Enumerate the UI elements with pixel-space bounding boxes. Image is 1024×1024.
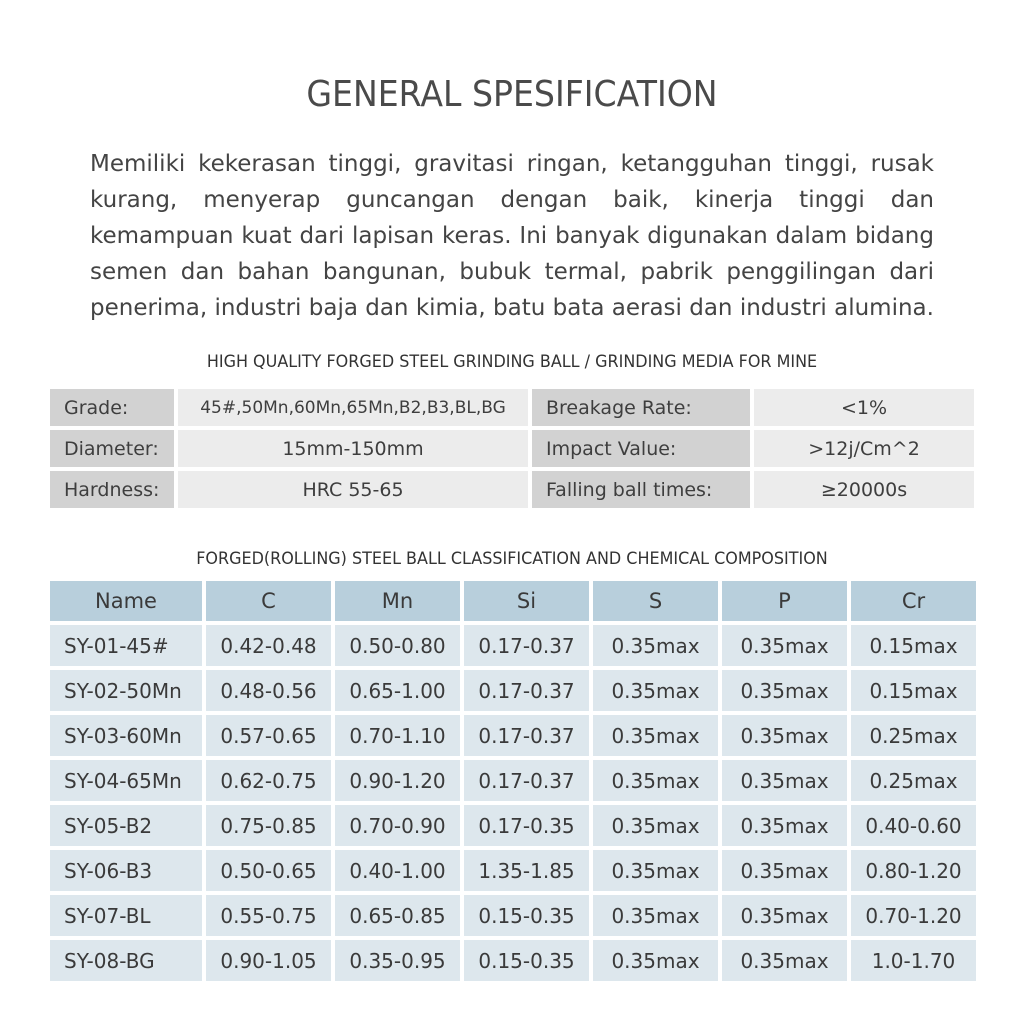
cell-si: 0.17-0.35 [464,805,589,846]
cell-c: 0.42-0.48 [206,625,331,666]
table-row [50,850,976,891]
cell-mn: 0.90-1.20 [335,760,460,801]
cell-p: 0.35max [722,940,847,981]
spec-label: Grade: [50,389,174,426]
cell-mn: 0.50-0.80 [335,625,460,666]
cell-si: 0.17-0.37 [464,715,589,756]
spec-value: HRC 55-65 [178,471,528,508]
spec-table [46,385,978,512]
cell-cr: 0.80-1.20 [851,850,976,891]
cell-p: 0.35max [722,625,847,666]
description-paragraph: Memiliki kekerasan tinggi, gravitasi ringan, ketangguhan tinggi, rusak kurang, menyerap guncangan dengan baik, kinerja tinggi dan kemampuan kuat dari lapisan keras. Ini banyak digunakan dalam bidang semen dan bahan bangunan, bubuk termal, pabrik penggilingan dari penerima, industri baja dan kimia, batu bata aerasi dan industri alumina. [90,151,934,321]
cell-mn: 0.65-0.85 [335,895,460,936]
cell-mn: 0.65-1.00 [335,670,460,711]
chem-header-row [50,581,976,621]
cell-c: 0.90-1.05 [206,940,331,981]
column-header-cr: Cr [851,581,976,621]
table-row [50,895,976,936]
cell-cr: 0.15max [851,670,976,711]
column-header-mn: Mn [335,581,460,621]
cell-mn: 0.35-0.95 [335,940,460,981]
spec-value: 45#,50Mn,60Mn,65Mn,B2,B3,BL,BG [178,389,528,426]
cell-c: 0.62-0.75 [206,760,331,801]
cell-s: 0.35max [593,760,718,801]
cell-si: 0.15-0.35 [464,895,589,936]
cell-mn: 0.40-1.00 [335,850,460,891]
cell-c: 0.55-0.75 [206,895,331,936]
cell-s: 0.35max [593,895,718,936]
column-header-s: S [593,581,718,621]
cell-c: 0.48-0.56 [206,670,331,711]
cell-name: SY-04-65Mn [50,760,202,801]
cell-name: SY-05-B2 [50,805,202,846]
cell-cr: 1.0-1.70 [851,940,976,981]
table-row [50,805,976,846]
spec-value: >12j/Cm^2 [754,430,974,467]
spec-label: Impact Value: [532,430,750,467]
cell-p: 0.35max [722,670,847,711]
cell-cr: 0.15max [851,625,976,666]
cell-name: SY-02-50Mn [50,670,202,711]
cell-si: 0.17-0.37 [464,760,589,801]
column-header-name: Name [50,581,202,621]
spec-label: Breakage Rate: [532,389,750,426]
cell-name: SY-01-45# [50,625,202,666]
cell-cr: 0.25max [851,715,976,756]
cell-c: 0.75-0.85 [206,805,331,846]
cell-mn: 0.70-1.10 [335,715,460,756]
cell-s: 0.35max [593,625,718,666]
cell-p: 0.35max [722,760,847,801]
column-header-c: C [206,581,331,621]
cell-s: 0.35max [593,940,718,981]
table-row [50,760,976,801]
table-row [50,670,976,711]
cell-si: 0.17-0.37 [464,625,589,666]
cell-name: SY-06-B3 [50,850,202,891]
spec-table-caption: HIGH QUALITY FORGED STEEL GRINDING BALL / GRINDING MEDIA FOR MINE [206,352,818,372]
cell-cr: 0.70-1.20 [851,895,976,936]
column-header-si: Si [464,581,589,621]
spec-value: <1% [754,389,974,426]
spec-value: 15mm-150mm [178,430,528,467]
cell-s: 0.35max [593,670,718,711]
chem-table-caption: FORGED(ROLLING) STEEL BALL CLASSIFICATION AND CHEMICAL COMPOSITION [196,549,828,569]
cell-name: SY-07-BL [50,895,202,936]
chemical-composition-table [46,577,980,985]
cell-cr: 0.25max [851,760,976,801]
cell-p: 0.35max [722,805,847,846]
cell-mn: 0.70-0.90 [335,805,460,846]
cell-s: 0.35max [593,850,718,891]
spec-value: ≥20000s [754,471,974,508]
cell-c: 0.50-0.65 [206,850,331,891]
cell-p: 0.35max [722,895,847,936]
table-row [50,715,976,756]
table-row [50,940,976,981]
cell-name: SY-03-60Mn [50,715,202,756]
cell-name: SY-08-BG [50,940,202,981]
cell-p: 0.35max [722,715,847,756]
cell-s: 0.35max [593,805,718,846]
spec-label: Diameter: [50,430,174,467]
column-header-p: P [722,581,847,621]
spec-row [50,430,974,467]
cell-si: 1.35-1.85 [464,850,589,891]
cell-si: 0.15-0.35 [464,940,589,981]
cell-p: 0.35max [722,850,847,891]
cell-s: 0.35max [593,715,718,756]
cell-cr: 0.40-0.60 [851,805,976,846]
page-title: GENERAL SPESIFICATION [306,74,718,115]
spec-label: Falling ball times: [532,471,750,508]
spec-row [50,471,974,508]
spec-label: Hardness: [50,471,174,508]
spec-row [50,389,974,426]
cell-c: 0.57-0.65 [206,715,331,756]
cell-si: 0.17-0.37 [464,670,589,711]
table-row [50,625,976,666]
